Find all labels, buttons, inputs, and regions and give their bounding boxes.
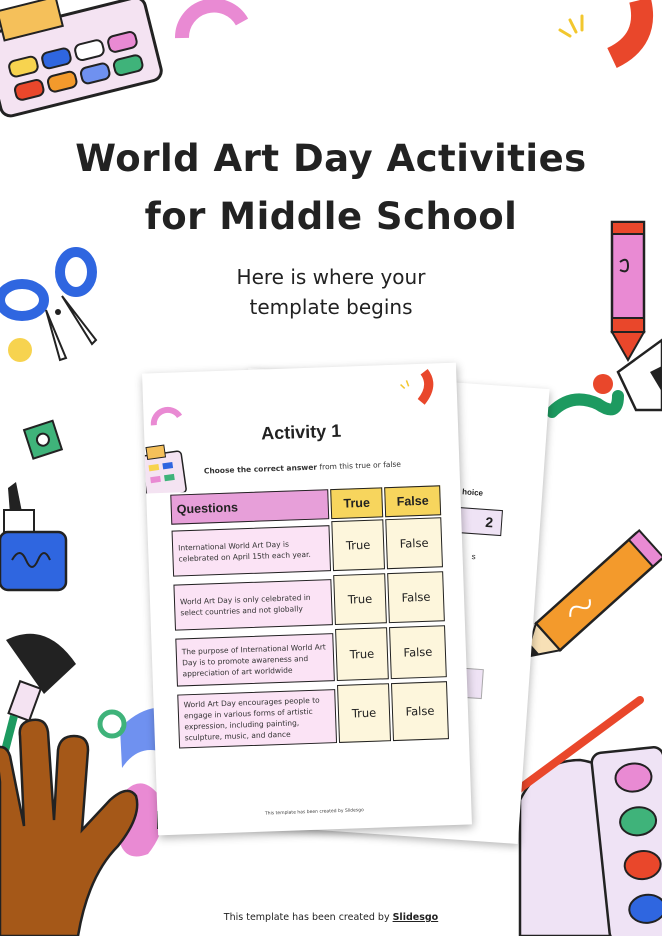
question-cell: World Art Day is only celebrated in select countries and not globally	[173, 579, 333, 630]
page-footer	[0, 912, 662, 923]
instruction-rest: from this true or false	[316, 459, 402, 472]
footer-prefix: This template has been created by	[223, 912, 393, 923]
false-answer-cell[interactable]: False	[391, 681, 449, 741]
question-cell: International World Art Day is celebrated on April 15th each year.	[172, 525, 332, 576]
false-answer-cell[interactable]: False	[389, 625, 447, 679]
true-answer-cell[interactable]: True	[333, 573, 387, 625]
sharpener-icon	[24, 421, 62, 459]
true-answer-cell[interactable]: True	[335, 627, 389, 681]
true-answer-cell[interactable]: True	[331, 519, 385, 571]
question-cell: The purpose of International World Art Day is to promote awareness and appreciation of art worldwide	[175, 633, 335, 686]
subtitle-line-1: Here is where your	[236, 265, 426, 289]
watercolor-palette-icon	[0, 0, 163, 118]
paint-tube-icon	[552, 340, 662, 412]
page-subtitle	[0, 262, 662, 322]
page-title	[0, 130, 662, 246]
back-partial-letters: s	[471, 552, 476, 562]
question-cell: World Art Day encourages people to engage in various forms of artistic expression, including painting, sculpture, music, and dance	[177, 689, 337, 748]
worksheet-title: Activity 1	[260, 420, 342, 444]
title-line-1: World Art Day Activities	[75, 137, 587, 180]
subtitle-line-2: template begins	[249, 295, 413, 319]
false-answer-cell[interactable]: False	[385, 517, 443, 569]
footer-brand-link[interactable]: Slidesgo	[392, 912, 439, 923]
worksheet-footer: This template has been created by Slidesgo	[264, 808, 364, 817]
header-questions: Questions	[170, 489, 329, 524]
title-line-2: for Middle School	[144, 195, 518, 238]
header-false: False	[384, 485, 441, 517]
glue-bottle-icon	[0, 482, 66, 590]
worksheet	[142, 363, 472, 836]
instruction-bold: Choose the correct answer	[203, 462, 318, 476]
back-partial-word: hoice	[461, 487, 484, 498]
false-answer-cell[interactable]: False	[387, 571, 445, 623]
back-partial-number: 2	[451, 507, 503, 536]
header-true: True	[330, 487, 383, 519]
hand-icon	[0, 720, 137, 936]
true-answer-cell[interactable]: True	[337, 683, 391, 743]
